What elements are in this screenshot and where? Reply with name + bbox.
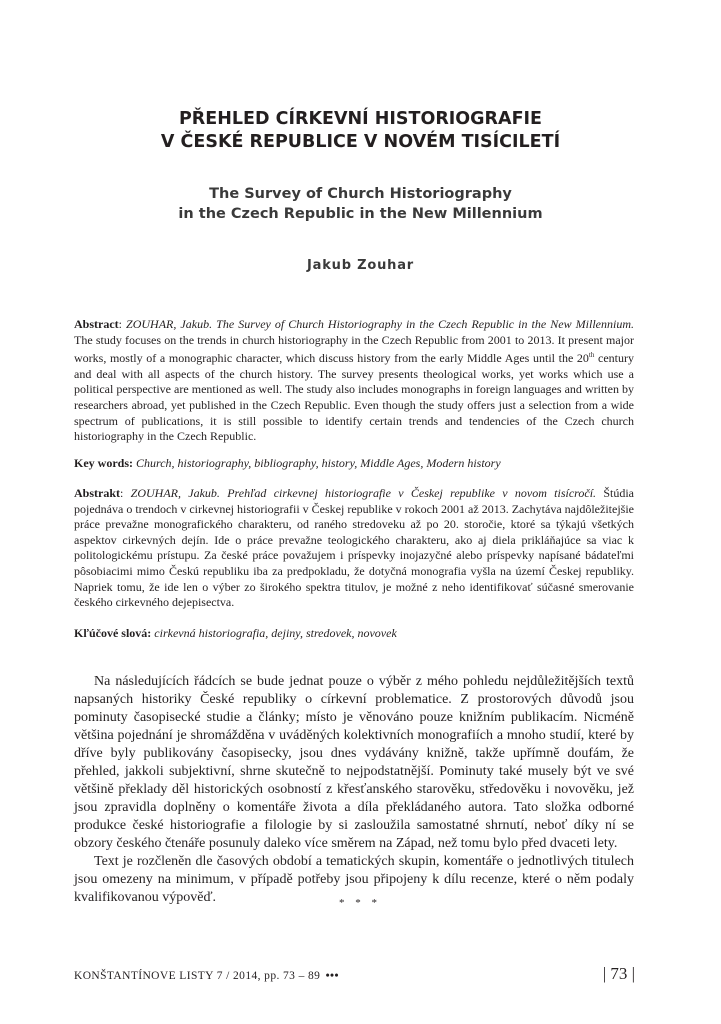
subtitle-line-2: in the Czech Republic in the New Millennium <box>178 206 543 222</box>
section-separator: * * * <box>339 897 381 909</box>
keywords-english <box>74 456 634 472</box>
abstract-text: The study focuses on the trends in church historiography in the Czech Republic from 2001 to 2013. It present major works, mostly of a monographic character, which discuss history from the early Middle Ages until the 20 <box>74 332 634 366</box>
abstrakt-colon: : <box>120 486 131 500</box>
article-title <box>60 108 661 154</box>
abstract-colon: : <box>118 317 127 331</box>
abstract-label: Abstract <box>74 317 119 331</box>
body-paragraph-1: Na následujících řádcích se bude jednat pouze o výběr z mého pohledu nejdůležitějších textů napsaných historiky České republiky o církevní problematice. Z prostorových důvodů jsou pominuty časopisecké studie a články; místo je věnováno pouze knižním publikacím. Nicméně většina pojednání je shromážděna v uváděných kolektivních monografiích a mnoho studií, které by dříve byly publikovány časopisecky, jsou dnes vydávány knižně, takže upřímně doufám, že přehled, jakkoli subjektivní, shrne skutečně to nejpodstatnější. Pominuty také musely být ve své většině překlady děl historických osobností z křesťanského starověku, středověku i novověku, jež jsou zpravidla doplněny o komentáře života a díla překládaného autora. Tato složka odborné produkce české historiografie a filologie by si zasloužila samostatné shrnutí, neboť díky ní se obzory českého čtenáře posunuly daleko více směrem na Západ, než tomu bylo před dvaceti lety. <box>74 674 634 851</box>
footer-journal-info <box>74 970 339 982</box>
abstract-text-continued: century and deal with all aspects of the church history. The survey presents theological works, yet works which use a political perspective are mentioned as well. The study also includes monographs in foreign languages and written by researchers abroad, yet published in the Czech Republic. Even though the study offers just a selection from a wide spectrum of publications, it is still possible to identify certain trends and tendencies of the Czech church historiography in the Czech Republic. <box>74 351 634 444</box>
abstract-superscript: th <box>588 351 595 360</box>
abstract-english <box>74 317 634 445</box>
subtitle-line-1: The Survey of Church Historiography <box>209 186 512 202</box>
body-text <box>74 673 634 907</box>
abstrakt-label: Abstrakt <box>74 486 121 500</box>
abstract-citation: ZOUHAR, Jakub. The Survey of Church Historiography in the Czech Republic in the New Millennium. <box>126 317 634 331</box>
keywords-label: Key words: <box>74 456 133 470</box>
body-paragraph-2: Text je rozčleněn dle časových období a tematických skupin, komentáře o jednotlivých titulech jsou omezeny na minimum, v případě potřeby jsou připojeny k dílu recenze, které o něm podaly kvalifikovanou výpověď. <box>74 854 634 905</box>
title-line-1: PŘEHLED CÍRKEVNÍ HISTORIOGRAFIE <box>178 109 542 129</box>
klucove-slova-label: Kľúčové slová: <box>74 626 152 640</box>
footer-dots: ••• <box>325 970 339 982</box>
abstrakt-text: Štúdia pojednáva o trendoch v cirkevnej historiografii v Českej republike v rokoch 2001 až 2013. Zachytáva najdôležitejšie práce prevažne monografického charakteru, od raného stredoveku až po 20. storočie, ktoré sa týkajú všetkých aspektov cirkevných dejín. Ide o práce prevažne teologického charakteru, ako aj diela prikláňajúce sa viac k politologickému prístupu. Za české práce považujem i príspevky inojazyčné alebo príspevky napísané bádateľmi pôsobiacimi mimo Českú republiku iba za predpokladu, že dotyčná monografia vyšla na území Českej republiky. Napriek tomu, že ide len o výber zo širokého spektra titulov, je možné z neho identifikovať súčasné smerovanie českého cirkevného dejepisectva. <box>74 486 634 610</box>
article-subtitle <box>60 184 661 224</box>
author-name: Jakub Zouhar <box>307 258 414 273</box>
abstrakt-citation: ZOUHAR, Jakub. Prehľad cirkevnej historiografie v Českej republike v novom tisícročí. <box>130 486 597 500</box>
klucove-slova-text: cirkevná historiografia, dejiny, stredovek, novovek <box>154 626 397 640</box>
keywords-slovak <box>74 626 634 642</box>
abstract-slovak <box>74 486 634 611</box>
keywords-text: Church, historiography, bibliography, history, Middle Ages, Modern history <box>136 456 501 470</box>
footer-journal: KONŠTANTÍNOVE LISTY 7 / 2014, pp. 73 – 89 <box>74 970 321 982</box>
title-line-2: V ČESKÉ REPUBLICE V NOVÉM TISÍCILETÍ <box>160 132 561 152</box>
page-number: | 73 | <box>602 964 635 983</box>
